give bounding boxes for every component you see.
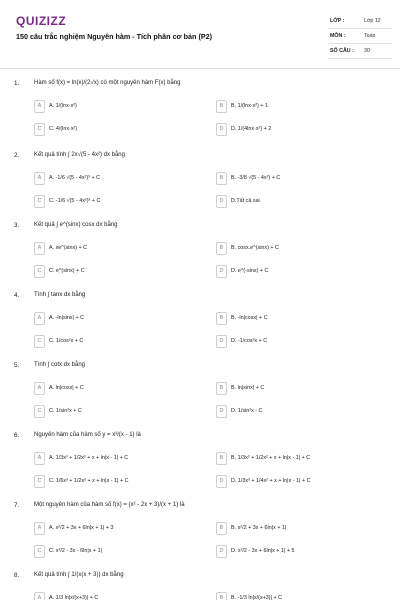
option-letter-box: B (216, 522, 227, 535)
option-a[interactable] (34, 382, 204, 395)
meta-row-question-count (328, 44, 392, 59)
option-text: D. e^(-sinx) + C (231, 267, 269, 274)
option-b[interactable] (216, 592, 386, 600)
meta-row-subject (328, 29, 392, 44)
question-number: 8. (14, 572, 20, 579)
option-d[interactable] (216, 545, 386, 558)
option-c[interactable] (34, 195, 204, 208)
question-text: Tính ∫ cotx dx bằng (34, 362, 86, 368)
option-d[interactable] (216, 123, 386, 136)
option-letter-box: D (216, 265, 227, 278)
option-text: B. 1/(lnx·x²) + 1 (231, 102, 268, 109)
question-text: Tính ∫ tanx dx bằng (34, 292, 86, 298)
option-a[interactable] (34, 522, 204, 535)
option-b[interactable] (216, 100, 386, 113)
option-text: D.Tất cả sai (231, 197, 260, 204)
question-number: 3. (14, 222, 20, 229)
option-a[interactable] (34, 452, 204, 465)
option-letter-box: B (216, 100, 227, 113)
option-text: D. 1/3x³ + 1/4x² + x + ln|x - 1| + C (231, 477, 311, 484)
option-text: C. -1/6 √(5 - 4x²)³ + C (49, 197, 101, 204)
question-number: 1. (14, 80, 20, 87)
option-text: D. x²/2 - 3x + 6ln|x + 1| + 5 (231, 547, 295, 554)
question-text: Kết quả tính ∫ 1/(x(x + 3)) dx bằng (34, 572, 124, 578)
option-letter-box: C (34, 335, 45, 348)
option-text: A. 1/(lnx·x²) (49, 102, 77, 109)
question-text: Hàm số f(x) = ln(x)/(2√x) có một nguyên hàm F(x) bằng (34, 80, 181, 86)
option-c[interactable] (34, 545, 204, 558)
option-b[interactable] (216, 452, 386, 465)
option-letter-box: C (34, 265, 45, 278)
option-letter-box: D (216, 405, 227, 418)
option-letter-box: B (216, 312, 227, 325)
option-b[interactable] (216, 172, 386, 185)
option-b[interactable] (216, 312, 386, 325)
option-text: B. -3/8 √(5 - 4x²) + C (231, 174, 281, 181)
option-text: C. 4/(lnx·x²) (49, 125, 78, 132)
option-b[interactable] (216, 242, 386, 255)
worksheet-header (0, 0, 400, 69)
option-a[interactable] (34, 592, 204, 600)
option-b[interactable] (216, 382, 386, 395)
option-letter-box: C (34, 545, 45, 558)
question-text: Nguyên hàm của hàm số y = x³/(x - 1) là (34, 432, 141, 438)
option-letter-box: D (216, 475, 227, 488)
question-number: 2. (14, 152, 20, 159)
quizizz-logo: QUIZIZZ (16, 14, 67, 28)
option-text: A. ln|cosx| + C (49, 384, 84, 391)
option-text: A. xe^(sinx) + C (49, 244, 88, 251)
option-d[interactable] (216, 195, 386, 208)
option-letter-box: B (216, 382, 227, 395)
option-text: C. 1/6x³ + 1/2x² + x + ln|x - 1| + C (49, 477, 129, 484)
option-c[interactable] (34, 475, 204, 488)
option-d[interactable] (216, 265, 386, 278)
option-text: B. -1/3 ln|x/(x+3)| + C (231, 594, 283, 600)
option-d[interactable] (216, 335, 386, 348)
option-text: A. 1/3x³ + 1/2x² + x + ln|x - 1| + C (49, 454, 129, 461)
option-letter-box: C (34, 195, 45, 208)
option-text: C. 1/cos²x + C (49, 337, 84, 344)
option-d[interactable] (216, 475, 386, 488)
worksheet-title: 150 câu trắc nghiệm Nguyên hàm - Tích phân cơ bản (P2) (16, 32, 213, 41)
question-number: 6. (14, 432, 20, 439)
option-text: C. 1/sin²x + C (49, 407, 82, 414)
question-text: Kết quả tính ∫ 2x√(5 - 4x²) dx bằng (34, 152, 125, 158)
meta-label-subject: MÔN : (330, 33, 346, 39)
option-letter-box: C (34, 475, 45, 488)
option-letter-box: C (34, 123, 45, 136)
option-text: B. 1/3x³ + 1/2x² + x + ln|x - 1| + C (231, 454, 311, 461)
option-c[interactable] (34, 265, 204, 278)
option-letter-box: A (34, 592, 45, 600)
option-text: B. x²/2 + 3x + 6ln|x + 1| (231, 524, 287, 531)
option-text: B. cosx.e^(sinx) + C (231, 244, 279, 251)
question-text: Một nguyên hàm của hàm số f(x) = (x² - 2x + 3)/(x + 1) là (34, 502, 185, 508)
question-text: Kết quả ∫ e^(sinx) cosx dx bằng (34, 222, 118, 228)
meta-label-class: LỚP : (330, 18, 345, 24)
option-letter-box: B (216, 172, 227, 185)
option-letter-box: A (34, 172, 45, 185)
option-a[interactable] (34, 242, 204, 255)
option-text: B. -ln|cosx| + C (231, 314, 268, 321)
option-letter-box: A (34, 100, 45, 113)
option-d[interactable] (216, 405, 386, 418)
option-text: A. -1/6 √(5 - 4x²)³ + C (49, 174, 101, 181)
option-letter-box: B (216, 592, 227, 600)
option-a[interactable] (34, 172, 204, 185)
meta-value-question-count: 30 (364, 48, 370, 54)
meta-label-question-count: SỐ CÂU : (330, 48, 354, 54)
option-letter-box: B (216, 242, 227, 255)
question-number: 4. (14, 292, 20, 299)
meta-row-class (328, 14, 392, 29)
option-text: B. ln|sinx| + C (231, 384, 265, 391)
option-c[interactable] (34, 335, 204, 348)
option-b[interactable] (216, 522, 386, 535)
meta-value-subject: Toán (364, 33, 376, 39)
option-text: D. 1/(4lnx·x²) + 2 (231, 125, 272, 132)
option-letter-box: D (216, 335, 227, 348)
option-c[interactable] (34, 123, 204, 136)
option-a[interactable] (34, 312, 204, 325)
option-text: A. x²/2 + 3x + 6ln|x + 1| + 3 (49, 524, 114, 531)
option-text: D. -1/cos²x + C (231, 337, 268, 344)
option-text: C. e^(sinx) + C (49, 267, 85, 274)
option-text: D. 1/sin²x - C (231, 407, 263, 414)
option-letter-box: A (34, 522, 45, 535)
option-a[interactable] (34, 100, 204, 113)
option-c[interactable] (34, 405, 204, 418)
option-text: C. x²/2 - 3x - 6ln|x + 1| (49, 547, 102, 554)
option-letter-box: B (216, 452, 227, 465)
option-text: A. -ln|sinx| + C (49, 314, 85, 321)
worksheet-meta-table (328, 14, 392, 59)
option-letter-box: C (34, 405, 45, 418)
option-text: A. 1/3 ln|x/(x+3)| + C (49, 594, 99, 600)
question-number: 5. (14, 362, 20, 369)
meta-value-class: Lớp 12 (364, 18, 381, 24)
option-letter-box: D (216, 123, 227, 136)
option-letter-box: A (34, 312, 45, 325)
option-letter-box: A (34, 382, 45, 395)
option-letter-box: D (216, 195, 227, 208)
option-letter-box: D (216, 545, 227, 558)
question-number: 7. (14, 502, 20, 509)
option-letter-box: A (34, 242, 45, 255)
option-letter-box: A (34, 452, 45, 465)
